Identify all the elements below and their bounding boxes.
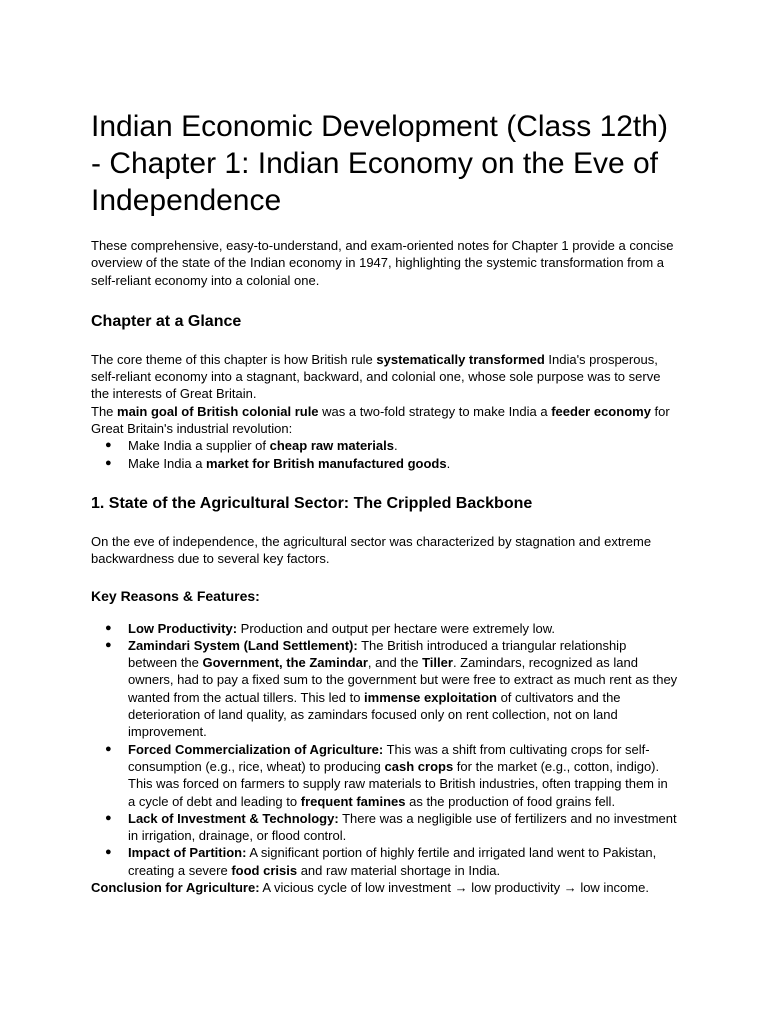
bullet-icon: ● [105, 439, 112, 452]
agriculture-section-heading: 1. State of the Agricultural Sector: The Crippled Backbone [91, 494, 533, 512]
list-item: ● Zamindari System (Land Settlement): The British introduced a triangular relationship between the Government, the Zamindar, and the Tiller. Zamindars, recognized as land owners, had to pay a fixed sum to the government but were free to extract as much rent as they wanted from the actual tillers. This led to immense exploitation of cultivators and the deterioration of land quality, as zamindars focused only on rent collection, not on land improvement. [105, 637, 678, 740]
glance-paragraph-2: The main goal of British colonial rule was a two-fold strategy to make India a feeder economy for Great Britain's industrial revolution: [91, 403, 670, 437]
bullet-icon: ● [105, 638, 112, 651]
bullet-icon: ● [105, 811, 112, 824]
agriculture-intro-paragraph: On the eve of independence, the agricultural sector was characterized by stagnation and extreme backwardness due to several key factors. [91, 533, 652, 567]
list-item: ● Impact of Partition: A significant portion of highly fertile and irrigated land went to Pakistan, creating a severe food crisis and raw material shortage in India. [105, 845, 657, 878]
chapter-at-a-glance-heading: Chapter at a Glance [91, 312, 242, 330]
key-reasons-list [91, 620, 678, 879]
list-item: ● Make India a market for British manufactured goods. [105, 455, 451, 471]
bullet-icon: ● [105, 621, 112, 634]
colonial-goal-list [91, 437, 678, 472]
bullet-icon: ● [105, 742, 112, 755]
bullet-icon: ● [105, 846, 112, 859]
list-item: ● Lack of Investment & Technology: There was a negligible use of fertilizers and no investment in irrigation, drainage, or flood control. [105, 810, 677, 844]
intro-paragraph: These comprehensive, easy-to-understand, and exam-oriented notes for Chapter 1 provide a concise overview of the state of the Indian economy in 1947, highlighting the systemic transformation from a self-reliant economy into a colonial one. [91, 238, 674, 288]
list-item: ● Make India a supplier of cheap raw materials. [105, 438, 398, 454]
list-item: ● Low Productivity: Production and output per hectare were extremely low. [105, 620, 556, 636]
agriculture-conclusion: Conclusion for Agriculture: A vicious cycle of low investment → low productivity → low income. [91, 880, 649, 896]
glance-paragraph-1: The core theme of this chapter is how British rule systematically transformed India's prosperous, self-reliant economy into a stagnant, backward, and colonial one, whose sole purpose was to serve the interests of Great Britain. [91, 351, 661, 402]
bullet-icon: ● [105, 456, 112, 469]
document-title: Indian Economic Development (Class 12th) - Chapter 1: Indian Economy on the Eve of Independence [91, 110, 668, 217]
key-reasons-heading: Key Reasons & Features: [91, 587, 260, 604]
list-item: ● Forced Commercialization of Agriculture: This was a shift from cultivating crops for self-consumption (e.g., rice, wheat) to producing cash crops for the market (e.g., cotton, indigo). This was forced on farmers to supply raw materials to British industries, often trapping them in a cycle of debt and leading to frequent famines as the production of food grains fell. [105, 741, 668, 809]
